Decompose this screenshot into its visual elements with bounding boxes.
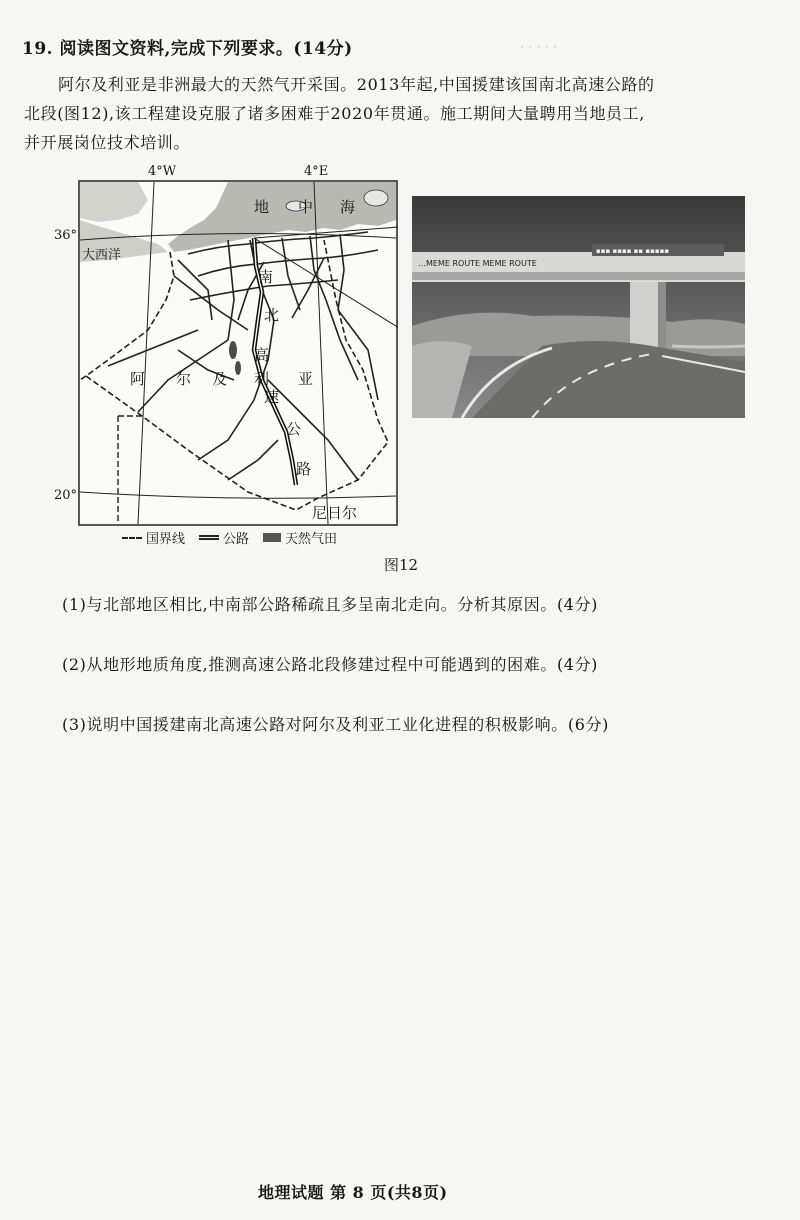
intro-line-2: 北段(图12),该工程建设克服了诸多困难于2020年贯通。施工期间大量聘用当地员工,	[24, 104, 645, 123]
border-line-icon	[122, 537, 142, 539]
bleed-through-text: · · · · ·	[520, 40, 558, 55]
page-footer: 地理试题 第 8 页(共8页)	[258, 1183, 448, 1202]
country-label-2: 尔	[176, 370, 192, 388]
country-label-5: 亚	[298, 370, 314, 388]
legend-border: 国界线	[122, 528, 185, 547]
lat-20-label: 20°	[54, 488, 78, 503]
highway-label-4: 速	[264, 388, 280, 406]
photo-drawing	[412, 196, 745, 418]
sub-question-1: (1)与北部地区相比,中南部公路稀疏且多呈南北走向。分析其原因。(4分)	[62, 595, 599, 614]
question-intro	[24, 70, 776, 157]
highway-label-2: 北	[264, 306, 280, 324]
country-label-1: 阿	[130, 370, 146, 388]
lat-36-label: 36°	[54, 228, 78, 243]
highway-label-3: 高	[254, 346, 270, 364]
legend-road: 公路	[199, 528, 249, 547]
sea-label-2: 中	[298, 198, 314, 216]
highway-bridge-photo	[412, 196, 745, 418]
highway-label-6: 路	[296, 460, 312, 478]
niger-label: 尼日尔	[312, 504, 358, 522]
country-label-4: 利	[254, 370, 270, 388]
lon-4e-label: 4°E	[304, 164, 329, 179]
legend-gas: 天然气田	[263, 528, 337, 547]
road-line-icon	[199, 535, 219, 540]
country-label-3: 及	[212, 370, 228, 388]
map-legend	[122, 528, 337, 547]
figure-caption: 图12	[384, 556, 419, 574]
intro-line-3: 并开展岗位技术培训。	[24, 133, 191, 152]
bridge-sign-text: …MEME ROUTE MEME ROUTE	[418, 259, 537, 268]
intro-line-1: 阿尔及利亚是非洲最大的天然气开采国。2013年起,中国援建该国南北高速公路的	[58, 75, 655, 94]
sea-label-1: 地	[254, 198, 270, 216]
sub-question-2: (2)从地形地质角度,推测高速公路北段修建过程中可能遇到的困难。(4分)	[62, 655, 599, 674]
highway-label-5: 公	[286, 420, 302, 438]
algeria-map	[54, 164, 398, 526]
gas-field-icon	[263, 533, 281, 542]
lon-4w-label: 4°W	[148, 164, 177, 179]
map-drawing	[78, 180, 398, 526]
svg-text:▪▪▪ ▪▪▪▪ ▪▪ ▪▪▪▪▪: ▪▪▪ ▪▪▪▪ ▪▪ ▪▪▪▪▪	[596, 247, 670, 255]
sea-label-3: 海	[340, 198, 356, 216]
sub-question-3: (3)说明中国援建南北高速公路对阿尔及利亚工业化进程的积极影响。(6分)	[62, 715, 609, 734]
question-title: 19. 阅读图文资料,完成下列要求。(14分)	[22, 39, 353, 59]
ocean-label: 大西洋	[82, 248, 122, 263]
highway-label-1: 南	[258, 268, 274, 286]
